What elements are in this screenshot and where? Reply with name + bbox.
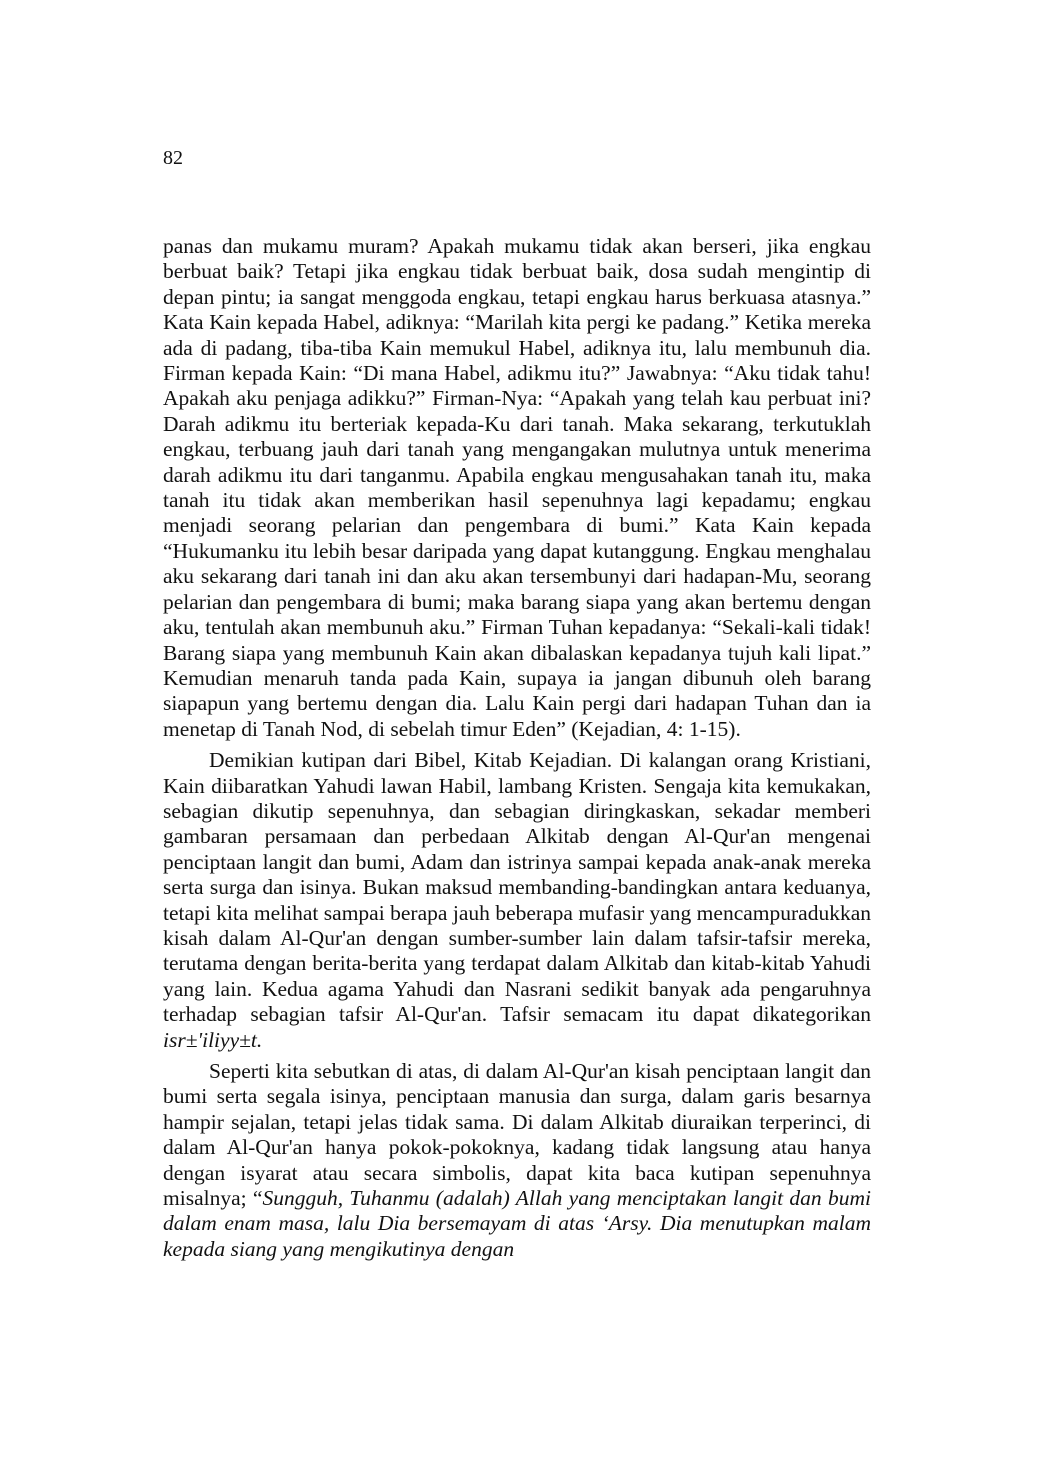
paragraph-commentary (163, 748, 871, 1053)
body-text (163, 234, 871, 1262)
quran-quote: Sungguh, Tuhanmu (adalah) Allah yang menciptakan langit dan bumi dalam enam masa, lalu Dia bersemayam di atas ‘Arsy. Dia menutupkan malam kepada siang yang mengikutinya dengan (163, 1186, 871, 1261)
paragraph-quote-genesis: panas dan mukamu muram? Apakah mukamu tidak akan berseri, jika engkau berbuat baik? Tetapi jika engkau tidak berbuat baik, dosa sudah mengintip di depan pintu; ia sangat menggoda engkau, tetapi engkau harus berkuasa atasnya.” Kata Kain kepada Habel, adiknya: “Marilah kita pergi ke padang.” Ketika mereka ada di padang, tiba-tiba Kain memukul Habel, adiknya itu, lalu membunuh dia. Firman kepada Kain: “Di mana Habel, adikmu itu?” Jawabnya: “Aku tidak tahu! Apakah aku penjaga adikku?” Firman-Nya: “Apakah yang telah kau perbuat ini? Darah adikmu itu berteriak kepada-Ku dari tanah. Maka sekarang, terkutuklah engkau, terbuang jauh dari tanah yang mengangakan mulutnya untuk menerima darah adikmu itu dari tanganmu. Apabila engkau mengusahakan tanah itu, maka tanah itu tidak akan memberikan hasil sepenuhnya lagi kepadamu; engkau menjadi seorang pelarian dan pengembara di bumi.” Kata Kain kepada “Hukumanku itu lebih besar daripada yang dapat kutanggung. Engkau menghalau aku sekarang dari tanah ini dan aku akan tersembunyi dari hadapan-Mu, seorang pelarian dan pengembara di bumi; maka barang siapa yang akan bertemu dengan aku, tentulah akan membunuh aku.” Firman Tuhan kepadanya: “Sekali-kali tidak! Barang siapa yang membunuh Kain akan dibalaskan kepadanya tujuh kali lipat.” Kemudian menaruh tanda pada Kain, supaya ia jangan dibunuh oleh barang siapapun yang bertemu dengan dia. Lalu Kain pergi dari hadapan Tuhan dan ia menetap di Tanah Nod, di sebelah timur Eden” (Kejadian, 4: 1-15). (163, 234, 871, 741)
term-israiliyyat: isr±'iliyy±t. (163, 1027, 263, 1052)
page-number: 82 (163, 147, 183, 169)
paragraph-comparison-text: Seperti kita sebutkan di atas, di dalam Al-Qur'an kisah penciptaan langit dan bumi serta segala isinya, penciptaan manusia dan surga, dalam garis besarnya hampir sejalan, tetapi jelas tidak sama. Di dalam Alkitab diuraikan terperinci, di dalam Al-Qur'an hanya pokok-pokoknya, kadang tidak langsung atau hanya dengan isyarat atau secara simbolis, dapat kita baca kutipan sepenuhnya misalnya; “ (163, 1059, 871, 1211)
paragraph-commentary-text: Demikian kutipan dari Bibel, Kitab Kejadian. Di kalangan orang Kristiani, Kain diibaratkan Yahudi lawan Habil, lambang Kristen. Sengaja kita kemukakan, sebagian dikutip sepenuhnya, dan sebagian diringkaskan, sekadar memberi gambaran persamaan dan perbedaan Alkitab dengan Al-Qur'an mengenai penciptaan langit dan bumi, Adam dan istrinya sampai kepada anak-anak mereka serta surga dan isinya. Bukan maksud membanding-bandingkan antara keduanya, tetapi kita melihat sampai berapa jauh beberapa mufasir yang mencampuradukkan kisah dalam Al-Qur'an dengan sumber-sumber lain dalam tafsir-tafsir mereka, terutama dengan berita-berita yang terdapat dalam Alkitab dan kitab-kitab Yahudi yang lain. Kedua agama Yahudi dan Nasrani sedikit banyak ada pengaruhnya terhadap sebagian tafsir Al-Qur'an. Tafsir semacam itu dapat dikategorikan (163, 748, 871, 1027)
paragraph-comparison (163, 1059, 871, 1262)
